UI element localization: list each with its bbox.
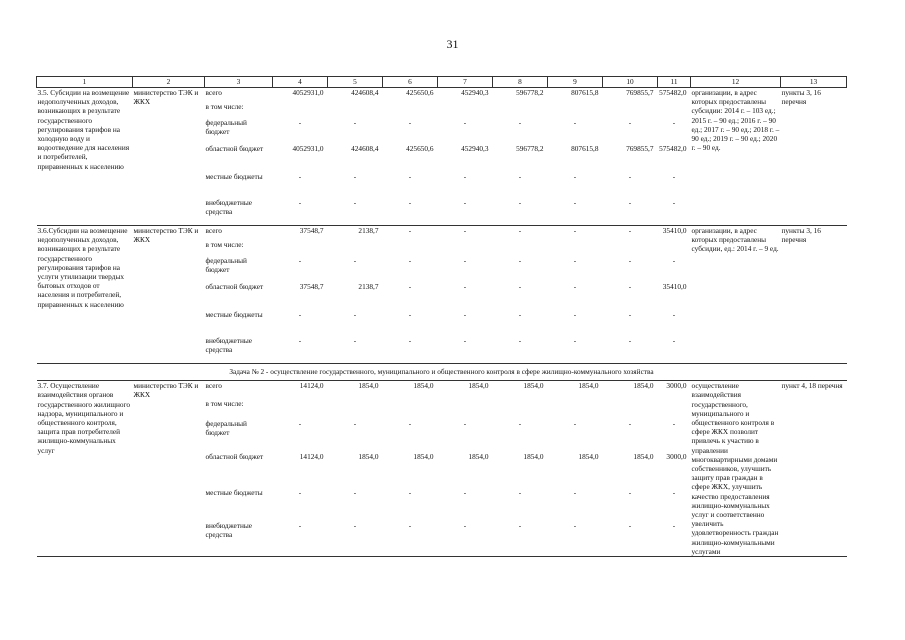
amount-cell: -: [463, 335, 467, 345]
amount-cell: 1854,0: [413, 452, 434, 462]
amount-cell: -: [353, 171, 357, 181]
amount-cell: [493, 399, 548, 419]
amount-cell: 1854,0: [633, 452, 654, 462]
funding-source-label: всего: [205, 88, 273, 102]
amount-cell: -: [298, 487, 302, 497]
activity-name: 3.5. Субсидии на возмещение недополученных доходов, возникающих в результате государственного регулирования тарифов на холодную воду и водоотведение для населения и потребителей, приравненных к населению: [37, 88, 133, 226]
amount-cell: -: [672, 335, 676, 345]
header-cell: 5: [328, 77, 383, 88]
amount-cell: 452940,3: [438, 88, 493, 102]
amount-cell: -: [438, 226, 493, 240]
amount-cell: -: [408, 197, 412, 207]
block-3-7: [37, 381, 847, 557]
executor: министерство ТЭК и ЖКХ: [133, 381, 205, 557]
amount-cell: -: [408, 117, 412, 127]
amount-cell: 37548,7: [273, 226, 328, 240]
amount-cell: [658, 399, 691, 419]
header-cell: 7: [438, 77, 493, 88]
amount-cell: -: [408, 520, 412, 530]
amount-cell: -: [573, 117, 577, 127]
header-cell: 11: [658, 77, 691, 88]
amount-cell: -: [573, 281, 577, 291]
header-cell: 8: [493, 77, 548, 88]
amount-cell: 2138,7: [358, 281, 379, 291]
amount-cell: -: [573, 255, 577, 265]
budget-row: [37, 88, 847, 102]
activity-name: 3.6.Субсидии на возмещение недополученных доходов, возникающих в результате государственного регулирования тарифов на услуги утилизации твердых бытовых отходов от населения и потребителей, приравненных к населению: [37, 226, 133, 364]
amount-cell: 14124,0: [273, 381, 328, 399]
amount-cell: -: [628, 487, 632, 497]
amount-cell: -: [518, 487, 522, 497]
amount-cell: [603, 102, 658, 118]
amount-cell: -: [573, 418, 577, 428]
amount-cell: -: [573, 487, 577, 497]
amount-cell: -: [298, 309, 302, 319]
funding-source-label: федеральный бюджет: [205, 117, 247, 136]
amount-cell: -: [383, 226, 438, 240]
amount-cell: [328, 102, 383, 118]
amount-cell: -: [603, 226, 658, 240]
funding-source-label: всего: [205, 381, 273, 399]
amount-cell: -: [628, 117, 632, 127]
amount-cell: -: [298, 255, 302, 265]
expected-result: организации, в адрес которых предоставлены субсидии, ед.: 2014 г. – 9 ед.: [691, 226, 781, 364]
funding-source-label: областной бюджет: [205, 143, 264, 153]
amount-cell: -: [573, 520, 577, 530]
amount-cell: -: [548, 226, 603, 240]
amount-cell: [603, 399, 658, 419]
block-3-6: [37, 226, 847, 364]
amount-cell: 424608,4: [351, 143, 379, 153]
funding-source-label: в том числе:: [205, 398, 244, 408]
amount-cell: 1854,0: [383, 381, 438, 399]
amount-cell: -: [298, 197, 302, 207]
amount-cell: -: [463, 197, 467, 207]
reference: пункты 3, 16 перечня: [781, 226, 847, 364]
amount-cell: -: [463, 418, 467, 428]
amount-cell: -: [463, 171, 467, 181]
amount-cell: [548, 240, 603, 256]
amount-cell: 769855,7: [626, 143, 654, 153]
amount-cell: [493, 102, 548, 118]
funding-source-label: местные бюджеты: [205, 309, 263, 319]
amount-cell: 37548,7: [299, 281, 324, 291]
amount-cell: 596778,2: [493, 88, 548, 102]
amount-cell: [493, 240, 548, 256]
amount-cell: -: [672, 418, 676, 428]
amount-cell: -: [573, 171, 577, 181]
amount-cell: 1854,0: [358, 452, 379, 462]
funding-source-label: в том числе:: [205, 101, 244, 111]
amount-cell: -: [518, 418, 522, 428]
amount-cell: -: [672, 255, 676, 265]
amount-cell: -: [298, 117, 302, 127]
funding-source-label: областной бюджет: [205, 452, 264, 462]
funding-source-label: внебюджетные средства: [205, 335, 253, 354]
amount-cell: 35410,0: [662, 281, 687, 291]
amount-cell: 1854,0: [493, 381, 548, 399]
amount-cell: -: [353, 197, 357, 207]
amount-cell: [328, 240, 383, 256]
funding-source-label: местные бюджеты: [205, 487, 263, 497]
amount-cell: 3000,0: [666, 452, 687, 462]
header-cell: 12: [691, 77, 781, 88]
amount-cell: -: [463, 487, 467, 497]
expected-result: организации, в адрес которых предоставлены субсидии: 2014 г. – 103 ед.; 2015 г. – 90 ед.; 2016 г. – 90 ед.; 2017 г. – 90 ед.; 2018 г. – 90 ед.; 2019 г. – 90 ед.; 2020 г. – 90 ед.: [691, 88, 781, 226]
header-cell: 6: [383, 77, 438, 88]
amount-cell: -: [463, 117, 467, 127]
amount-cell: [328, 399, 383, 419]
page-number: 31: [446, 37, 459, 51]
header-cell: 2: [133, 77, 205, 88]
program-table: [36, 76, 847, 557]
amount-cell: -: [628, 281, 632, 291]
amount-cell: -: [628, 335, 632, 345]
amount-cell: -: [518, 117, 522, 127]
amount-cell: 452940,3: [461, 143, 489, 153]
amount-cell: -: [672, 117, 676, 127]
amount-cell: -: [353, 520, 357, 530]
amount-cell: [273, 240, 328, 256]
amount-cell: -: [353, 309, 357, 319]
amount-cell: -: [298, 520, 302, 530]
funding-source-label: внебюджетные средства: [205, 520, 253, 540]
amount-cell: [548, 399, 603, 419]
amount-cell: -: [672, 520, 676, 530]
header-row: [37, 77, 847, 88]
amount-cell: 1854,0: [548, 381, 603, 399]
budget-row: [37, 381, 847, 399]
amount-cell: -: [518, 309, 522, 319]
amount-cell: [438, 240, 493, 256]
amount-cell: [658, 102, 691, 118]
task-2-heading: Задача № 2 - осуществление государственного, муниципального и общественного контроля в сфере жилищно-коммунального хозяйства: [37, 364, 847, 381]
amount-cell: -: [353, 487, 357, 497]
executor: министерство ТЭК и ЖКХ: [133, 88, 205, 226]
amount-cell: -: [518, 281, 522, 291]
funding-source-label: федеральный бюджет: [205, 255, 247, 274]
executor: министерство ТЭК и ЖКХ: [133, 226, 205, 364]
amount-cell: -: [408, 487, 412, 497]
amount-cell: 4052931,0: [292, 143, 324, 153]
amount-cell: -: [493, 226, 548, 240]
amount-cell: 35410,0: [658, 226, 691, 240]
funding-source-label: областной бюджет: [205, 281, 264, 291]
amount-cell: [383, 399, 438, 419]
amount-cell: -: [672, 487, 676, 497]
amount-cell: 807615,8: [571, 143, 599, 153]
amount-cell: -: [628, 197, 632, 207]
amount-cell: -: [408, 171, 412, 181]
amount-cell: [438, 399, 493, 419]
amount-cell: 2138,7: [328, 226, 383, 240]
funding-source-label: внебюджетные средства: [205, 197, 253, 216]
amount-cell: 769855,7: [603, 88, 658, 102]
amount-cell: -: [672, 171, 676, 181]
amount-cell: -: [628, 255, 632, 265]
amount-cell: -: [408, 335, 412, 345]
amount-cell: 1854,0: [603, 381, 658, 399]
amount-cell: 3000,0: [658, 381, 691, 399]
amount-cell: [548, 102, 603, 118]
funding-source-label: федеральный бюджет: [205, 418, 247, 438]
funding-source-label: местные бюджеты: [205, 171, 263, 181]
amount-cell: -: [672, 197, 676, 207]
amount-cell: 575482,0: [658, 88, 691, 102]
amount-cell: 596778,2: [516, 143, 544, 153]
reference: пункты 3, 16 перечня: [781, 88, 847, 226]
activity-name: 3.7. Осуществление взаимодействия органов государственного жилищного надзора, муниципального и общественного контроля, защита прав потребителей жилищно-коммунальных услуг: [37, 381, 133, 557]
amount-cell: 807615,8: [548, 88, 603, 102]
amount-cell: -: [573, 309, 577, 319]
amount-cell: [603, 240, 658, 256]
amount-cell: 4052931,0: [273, 88, 328, 102]
budget-row: [37, 226, 847, 240]
amount-cell: -: [628, 520, 632, 530]
amount-cell: -: [573, 197, 577, 207]
header-cell: 10: [603, 77, 658, 88]
amount-cell: 1854,0: [578, 452, 599, 462]
amount-cell: -: [353, 255, 357, 265]
amount-cell: -: [463, 281, 467, 291]
amount-cell: -: [672, 309, 676, 319]
amount-cell: 425650,6: [406, 143, 434, 153]
amount-cell: 14124,0: [299, 452, 324, 462]
amount-cell: [383, 240, 438, 256]
amount-cell: 424608,4: [328, 88, 383, 102]
amount-cell: -: [518, 171, 522, 181]
amount-cell: -: [463, 309, 467, 319]
reference: пункт 4, 18 перечня: [781, 381, 847, 557]
amount-cell: -: [628, 171, 632, 181]
amount-cell: -: [298, 335, 302, 345]
amount-cell: [273, 399, 328, 419]
amount-cell: -: [628, 309, 632, 319]
funding-source-label: в том числе:: [205, 239, 244, 249]
amount-cell: -: [353, 418, 357, 428]
amount-cell: -: [518, 197, 522, 207]
amount-cell: [658, 240, 691, 256]
amount-cell: [273, 102, 328, 118]
amount-cell: -: [408, 281, 412, 291]
amount-cell: -: [408, 255, 412, 265]
header-cell: 3: [205, 77, 273, 88]
header-cell: 1: [37, 77, 133, 88]
block-3-5: [37, 88, 847, 226]
amount-cell: [383, 102, 438, 118]
amount-cell: -: [298, 171, 302, 181]
amount-cell: -: [408, 418, 412, 428]
amount-cell: 1854,0: [328, 381, 383, 399]
amount-cell: [438, 102, 493, 118]
amount-cell: -: [628, 418, 632, 428]
header-cell: 4: [273, 77, 328, 88]
expected-result: осуществление взаимодействия государственного, муниципального и общественного контроля в сфере ЖКХ позволит привлечь к участию в управлении многоквартирными домами собственников, улучшить защиту прав граждан в сфере ЖКХ, улучшить качество предоставления жилищно-коммунальных услуг и соответственно увеличить удовлетворенность граждан жилищно-коммунальными услугами: [691, 381, 781, 557]
amount-cell: 1854,0: [468, 452, 489, 462]
amount-cell: 425650,6: [383, 88, 438, 102]
amount-cell: -: [463, 520, 467, 530]
header-cell: 9: [548, 77, 603, 88]
funding-source-label: всего: [205, 226, 273, 240]
amount-cell: -: [518, 255, 522, 265]
amount-cell: -: [573, 335, 577, 345]
amount-cell: -: [518, 335, 522, 345]
header-cell: 13: [781, 77, 847, 88]
amount-cell: -: [298, 418, 302, 428]
amount-cell: -: [353, 335, 357, 345]
amount-cell: -: [463, 255, 467, 265]
amount-cell: -: [518, 520, 522, 530]
amount-cell: -: [353, 117, 357, 127]
task-2-section: [37, 364, 847, 381]
amount-cell: 1854,0: [523, 452, 544, 462]
amount-cell: -: [408, 309, 412, 319]
amount-cell: 1854,0: [438, 381, 493, 399]
amount-cell: 575482,0: [659, 143, 687, 153]
